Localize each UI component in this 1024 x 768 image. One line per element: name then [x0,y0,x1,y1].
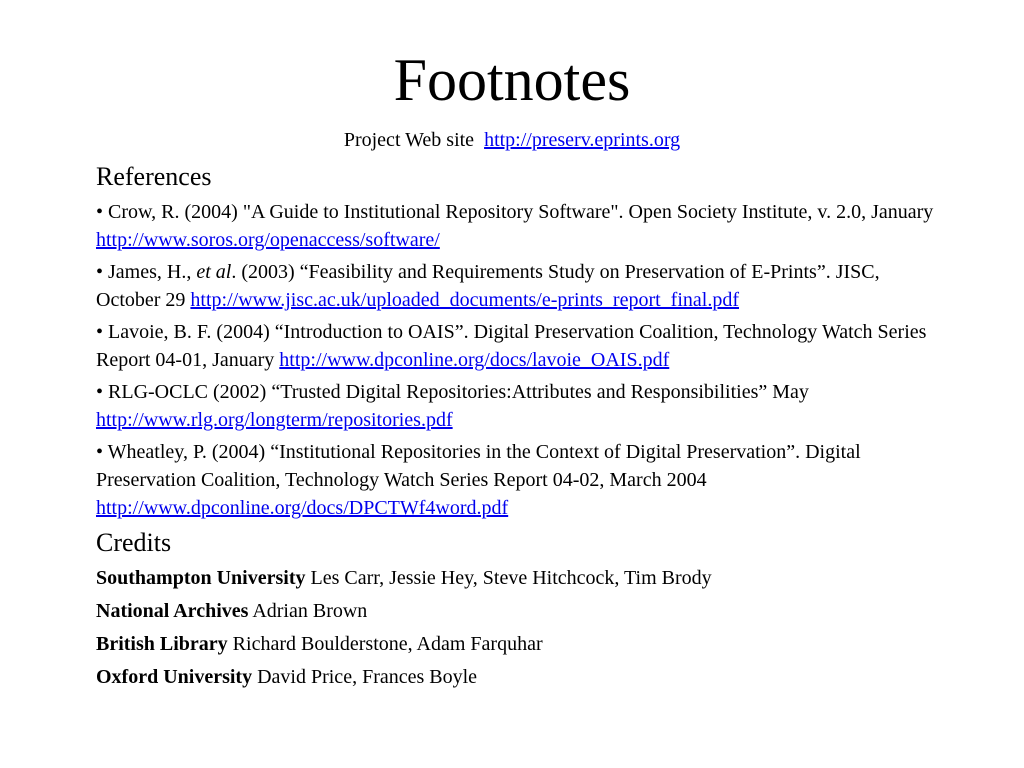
credit-item [96,597,946,625]
reference-text: Wheatley, P. (2004) “Institutional Repositories in the Context of Digital Preservation”. Digital Preservation Coalition, Technology Watch Series Report 04-02, March 2004 [96,441,861,491]
reference-text: . (2003) “Feasibility and Requirements Study on Preservation of E-Prints”. JISC, October 29 [96,261,880,311]
credit-item [96,663,946,691]
credit-org: Southampton University [96,567,306,589]
credit-org: National Archives [96,600,249,622]
bullet: • [96,381,104,403]
reference-text: Lavoie, B. F. (2004) “Introduction to OAIS”. Digital Preservation Coalition, Technology Watch Series Report 04-01, January [96,321,927,371]
credit-people: David Price, Frances Boyle [257,666,478,688]
reference-text: RLG-OCLC (2002) “Trusted Digital Repositories:Attributes and Responsibilities” May [108,381,809,403]
reference-text: Crow, R. (2004) "A Guide to Institutional Repository Software". Open Society Institute, v. 2.0, January [108,201,934,223]
reference-item [96,258,946,314]
reference-link[interactable]: http://www.rlg.org/longterm/repositories.pdf [96,409,453,431]
footnotes-content [96,160,946,696]
credit-people: Adrian Brown [252,600,368,622]
website-link[interactable]: http://preserv.eprints.org [484,129,681,151]
credit-people: Les Carr, Jessie Hey, Steve Hitchcock, Tim Brody [310,567,712,589]
reference-link[interactable]: http://www.dpconline.org/docs/DPCTWf4word.pdf [96,497,509,519]
reference-item [96,198,946,254]
credit-org: Oxford University [96,666,253,688]
bullet: • [96,321,104,343]
project-website-line [0,126,1024,154]
reference-item [96,318,946,374]
bullet: • [96,261,104,283]
reference-link[interactable]: http://www.soros.org/openaccess/software/ [96,229,440,251]
credit-item [96,630,946,658]
bullet: • [96,201,104,223]
website-label: Project Web site [343,129,475,151]
credit-people: Richard Boulderstone, Adam Farquhar [232,633,543,655]
page-title: Footnotes [393,47,631,113]
credit-item [96,564,946,592]
reference-etal: et al [196,261,232,283]
bullet: • [96,441,104,463]
references-heading: References [96,162,212,191]
reference-item [96,438,946,522]
credits-heading: Credits [96,528,172,557]
reference-link[interactable]: http://www.jisc.ac.uk/uploaded_documents/e-prints_report_final.pdf [190,289,739,311]
credit-org: British Library [96,633,228,655]
reference-link[interactable]: http://www.dpconline.org/docs/lavoie_OAIS.pdf [279,349,670,371]
reference-author: James, H., [108,261,192,283]
reference-item [96,378,946,434]
